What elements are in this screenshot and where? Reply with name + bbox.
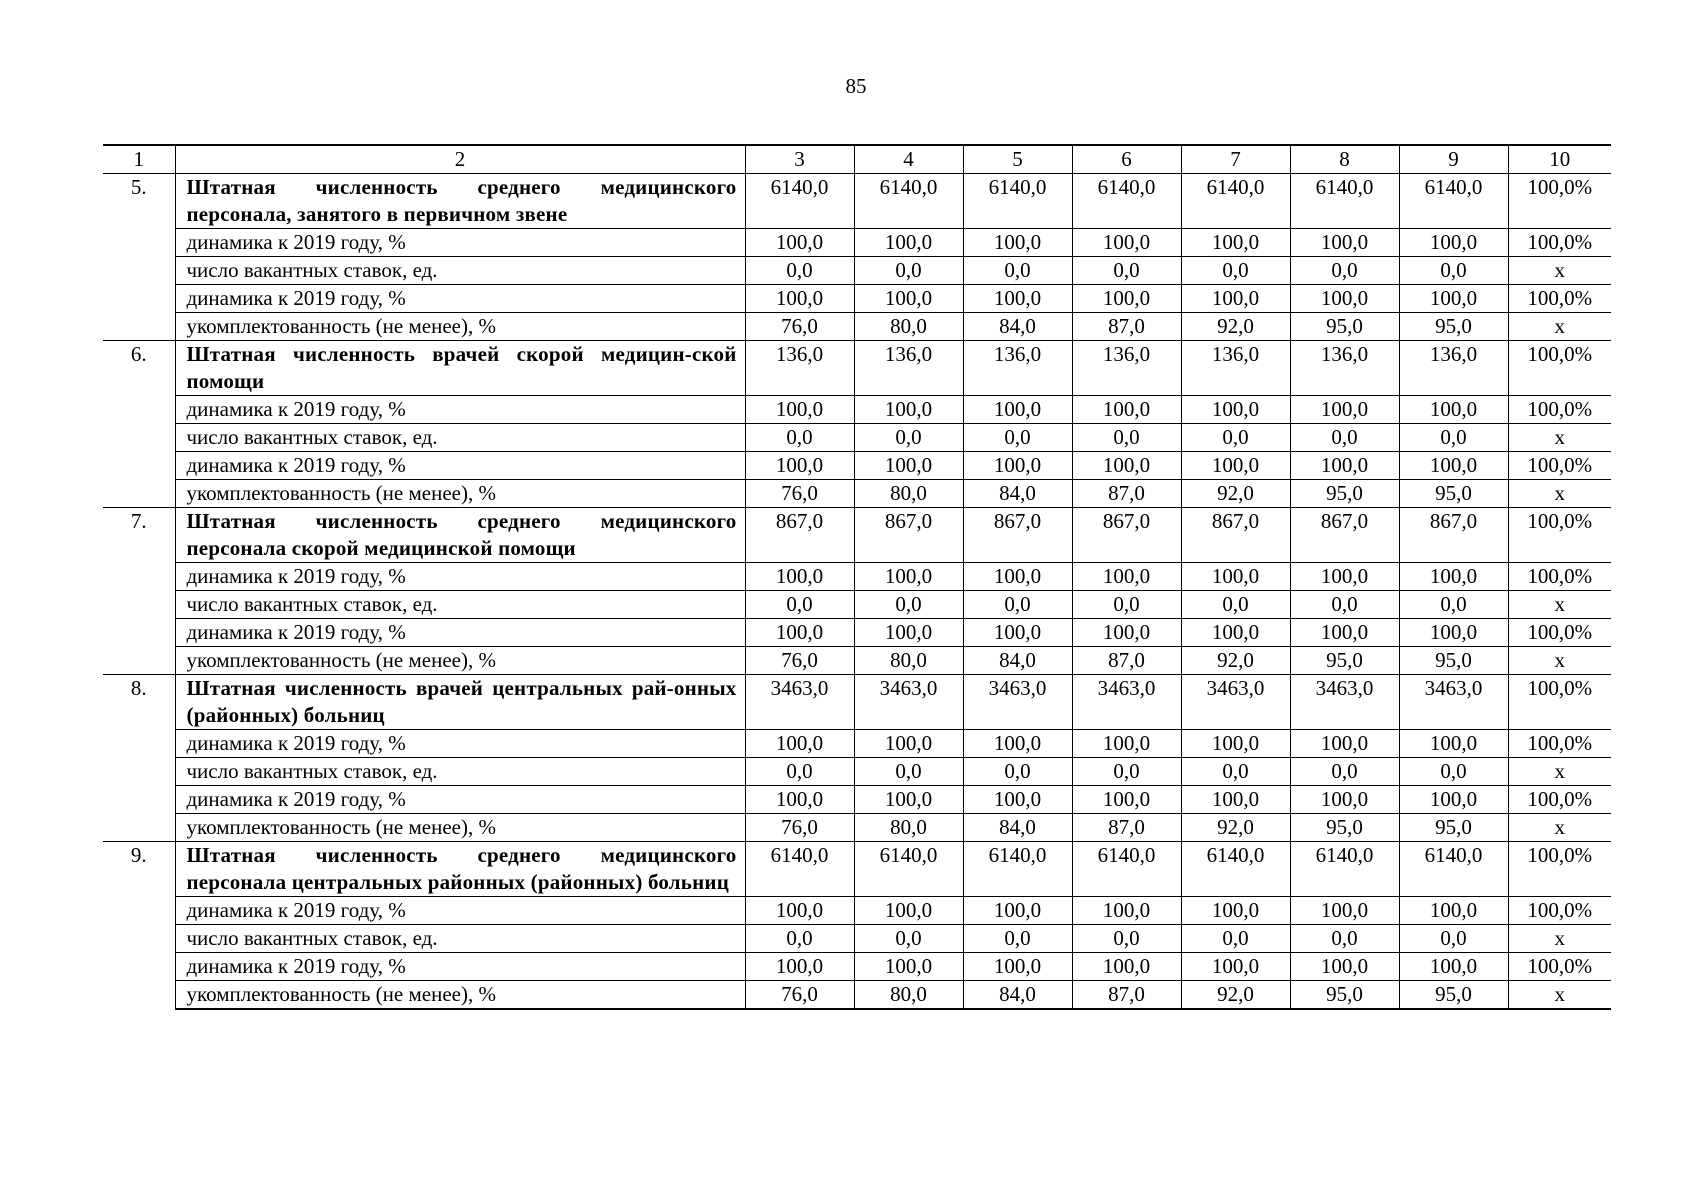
sub-indicator-row xyxy=(103,452,1611,480)
value-cell: 100,0 xyxy=(1072,730,1181,758)
value-cell: 136,0 xyxy=(963,341,1072,396)
sub-indicator-row xyxy=(103,786,1611,814)
value-cell: 95,0 xyxy=(1399,981,1508,1010)
value-cell: 95,0 xyxy=(1399,480,1508,508)
value-cell: 100,0 xyxy=(854,229,963,257)
value-cell: 6140,0 xyxy=(963,174,1072,229)
value-cell: 100,0% xyxy=(1508,341,1611,396)
row-number: 9. xyxy=(103,842,175,1010)
value-cell: 76,0 xyxy=(745,313,854,341)
value-cell: 95,0 xyxy=(1290,647,1399,675)
sub-indicator-label: число вакантных ставок, ед. xyxy=(175,257,745,285)
staffing-table xyxy=(103,144,1611,1010)
value-cell: 100,0 xyxy=(854,452,963,480)
value-cell: 0,0 xyxy=(1399,925,1508,953)
column-header: 4 xyxy=(854,145,963,174)
sub-indicator-label: укомплектованность (не менее), % xyxy=(175,313,745,341)
sub-indicator-row xyxy=(103,730,1611,758)
value-cell: 92,0 xyxy=(1181,647,1290,675)
value-cell: 6140,0 xyxy=(1181,174,1290,229)
value-cell: х xyxy=(1508,313,1611,341)
value-cell: 84,0 xyxy=(963,313,1072,341)
value-cell: 100,0 xyxy=(854,619,963,647)
indicator-title: Штатная численность врачей скорой медицин-ской помощи xyxy=(175,341,745,396)
value-cell: 100,0 xyxy=(963,285,1072,313)
indicator-row xyxy=(103,842,1611,897)
column-header: 2 xyxy=(175,145,745,174)
value-cell: 100,0 xyxy=(1181,786,1290,814)
value-cell: 100,0 xyxy=(1290,897,1399,925)
sub-indicator-row xyxy=(103,563,1611,591)
value-cell: 0,0 xyxy=(1399,591,1508,619)
value-cell: х xyxy=(1508,647,1611,675)
sub-indicator-row xyxy=(103,285,1611,313)
column-header: 7 xyxy=(1181,145,1290,174)
value-cell: 0,0 xyxy=(1072,424,1181,452)
value-cell: 136,0 xyxy=(1399,341,1508,396)
value-cell: 100,0 xyxy=(1290,285,1399,313)
value-cell: 100,0 xyxy=(1072,229,1181,257)
sub-indicator-row xyxy=(103,396,1611,424)
value-cell: 100,0 xyxy=(1181,619,1290,647)
sub-indicator-row xyxy=(103,814,1611,842)
sub-indicator-label: число вакантных ставок, ед. xyxy=(175,424,745,452)
value-cell: 100,0 xyxy=(963,229,1072,257)
value-cell: 100,0 xyxy=(1399,786,1508,814)
value-cell: 100,0 xyxy=(1399,229,1508,257)
value-cell: 84,0 xyxy=(963,981,1072,1010)
value-cell: 92,0 xyxy=(1181,480,1290,508)
value-cell: 6140,0 xyxy=(1181,842,1290,897)
value-cell: 76,0 xyxy=(745,480,854,508)
value-cell: 0,0 xyxy=(854,758,963,786)
indicator-title: Штатная численность среднего медицинского персонала, занятого в первичном звене xyxy=(175,174,745,229)
column-header: 5 xyxy=(963,145,1072,174)
value-cell: 100,0 xyxy=(1290,953,1399,981)
value-cell: 0,0 xyxy=(963,591,1072,619)
value-cell: 100,0 xyxy=(1072,619,1181,647)
value-cell: 100,0 xyxy=(745,619,854,647)
value-cell: 84,0 xyxy=(963,647,1072,675)
sub-indicator-label: число вакантных ставок, ед. xyxy=(175,925,745,953)
value-cell: 100,0 xyxy=(1290,563,1399,591)
indicator-row xyxy=(103,174,1611,229)
value-cell: 0,0 xyxy=(1290,257,1399,285)
value-cell: 100,0 xyxy=(745,396,854,424)
value-cell: 100,0 xyxy=(963,897,1072,925)
value-cell: 136,0 xyxy=(745,341,854,396)
value-cell: 0,0 xyxy=(1181,257,1290,285)
sub-indicator-label: динамика к 2019 году, % xyxy=(175,285,745,313)
sub-indicator-row xyxy=(103,313,1611,341)
value-cell: 100,0% xyxy=(1508,508,1611,563)
value-cell: 0,0 xyxy=(1290,925,1399,953)
value-cell: 0,0 xyxy=(1399,758,1508,786)
value-cell: 87,0 xyxy=(1072,480,1181,508)
value-cell: х xyxy=(1508,480,1611,508)
value-cell: 100,0 xyxy=(1181,396,1290,424)
value-cell: 100,0 xyxy=(854,563,963,591)
value-cell: 0,0 xyxy=(1072,925,1181,953)
value-cell: 100,0 xyxy=(854,396,963,424)
value-cell: 0,0 xyxy=(1072,591,1181,619)
sub-indicator-label: динамика к 2019 году, % xyxy=(175,452,745,480)
value-cell: 100,0 xyxy=(1072,786,1181,814)
value-cell: 95,0 xyxy=(1399,647,1508,675)
value-cell: 100,0 xyxy=(854,730,963,758)
value-cell: 76,0 xyxy=(745,647,854,675)
value-cell: 100,0 xyxy=(963,953,1072,981)
value-cell: 6140,0 xyxy=(1290,842,1399,897)
value-cell: х xyxy=(1508,758,1611,786)
value-cell: 3463,0 xyxy=(1399,675,1508,730)
indicator-title: Штатная численность среднего медицинского персонала скорой медицинской помощи xyxy=(175,508,745,563)
value-cell: 95,0 xyxy=(1290,814,1399,842)
value-cell: 0,0 xyxy=(1181,591,1290,619)
row-number: 6. xyxy=(103,341,175,508)
value-cell: 87,0 xyxy=(1072,313,1181,341)
value-cell: 867,0 xyxy=(963,508,1072,563)
value-cell: 100,0 xyxy=(745,229,854,257)
value-cell: 100,0 xyxy=(963,452,1072,480)
value-cell: 0,0 xyxy=(1399,257,1508,285)
value-cell: 100,0 xyxy=(1399,730,1508,758)
value-cell: 100,0% xyxy=(1508,563,1611,591)
value-cell: 92,0 xyxy=(1181,814,1290,842)
value-cell: 100,0 xyxy=(1072,452,1181,480)
value-cell: 80,0 xyxy=(854,981,963,1010)
value-cell: 0,0 xyxy=(1290,424,1399,452)
value-cell: х xyxy=(1508,925,1611,953)
value-cell: 3463,0 xyxy=(745,675,854,730)
value-cell: 3463,0 xyxy=(1072,675,1181,730)
value-cell: 100,0 xyxy=(1399,285,1508,313)
value-cell: 6140,0 xyxy=(1072,842,1181,897)
value-cell: 100,0% xyxy=(1508,953,1611,981)
value-cell: 100,0 xyxy=(745,730,854,758)
column-header: 8 xyxy=(1290,145,1399,174)
sub-indicator-row xyxy=(103,480,1611,508)
value-cell: 0,0 xyxy=(854,591,963,619)
value-cell: 3463,0 xyxy=(963,675,1072,730)
sub-indicator-label: укомплектованность (не менее), % xyxy=(175,814,745,842)
value-cell: 0,0 xyxy=(745,758,854,786)
value-cell: 6140,0 xyxy=(854,174,963,229)
value-cell: 867,0 xyxy=(1181,508,1290,563)
sub-indicator-label: динамика к 2019 году, % xyxy=(175,786,745,814)
value-cell: 0,0 xyxy=(1290,591,1399,619)
value-cell: х xyxy=(1508,257,1611,285)
sub-indicator-row xyxy=(103,424,1611,452)
value-cell: 0,0 xyxy=(854,925,963,953)
value-cell: 0,0 xyxy=(745,591,854,619)
value-cell: 867,0 xyxy=(1290,508,1399,563)
value-cell: 3463,0 xyxy=(854,675,963,730)
value-cell: 80,0 xyxy=(854,647,963,675)
value-cell: 100,0 xyxy=(1181,285,1290,313)
sub-indicator-row xyxy=(103,229,1611,257)
sub-indicator-label: число вакантных ставок, ед. xyxy=(175,758,745,786)
column-header: 9 xyxy=(1399,145,1508,174)
column-header: 10 xyxy=(1508,145,1611,174)
value-cell: 0,0 xyxy=(1181,424,1290,452)
value-cell: 100,0% xyxy=(1508,285,1611,313)
indicator-title: Штатная численность среднего медицинского персонала центральных районных (районных) больниц xyxy=(175,842,745,897)
sub-indicator-label: динамика к 2019 году, % xyxy=(175,619,745,647)
column-header: 3 xyxy=(745,145,854,174)
value-cell: 100,0 xyxy=(854,786,963,814)
value-cell: 0,0 xyxy=(963,424,1072,452)
value-cell: 100,0% xyxy=(1508,786,1611,814)
value-cell: 867,0 xyxy=(745,508,854,563)
value-cell: 6140,0 xyxy=(1399,842,1508,897)
value-cell: 0,0 xyxy=(745,424,854,452)
value-cell: 80,0 xyxy=(854,480,963,508)
indicator-row xyxy=(103,341,1611,396)
value-cell: 80,0 xyxy=(854,313,963,341)
indicator-row xyxy=(103,675,1611,730)
indicator-title: Штатная численность врачей центральных рай-онных (районных) больниц xyxy=(175,675,745,730)
sub-indicator-label: укомплектованность (не менее), % xyxy=(175,647,745,675)
value-cell: х xyxy=(1508,424,1611,452)
row-number: 8. xyxy=(103,675,175,842)
value-cell: 87,0 xyxy=(1072,814,1181,842)
value-cell: 0,0 xyxy=(745,925,854,953)
value-cell: 100,0 xyxy=(745,786,854,814)
value-cell: 100,0 xyxy=(1290,619,1399,647)
value-cell: 76,0 xyxy=(745,814,854,842)
value-cell: 6140,0 xyxy=(1399,174,1508,229)
value-cell: 100,0 xyxy=(1072,953,1181,981)
value-cell: 84,0 xyxy=(963,814,1072,842)
sub-indicator-row xyxy=(103,647,1611,675)
value-cell: 0,0 xyxy=(963,925,1072,953)
value-cell: 100,0 xyxy=(745,285,854,313)
value-cell: 6140,0 xyxy=(745,842,854,897)
value-cell: 6140,0 xyxy=(1072,174,1181,229)
value-cell: 100,0 xyxy=(1072,897,1181,925)
value-cell: 100,0 xyxy=(1399,563,1508,591)
value-cell: 6140,0 xyxy=(745,174,854,229)
value-cell: 100,0% xyxy=(1508,174,1611,229)
row-number: 5. xyxy=(103,174,175,341)
value-cell: 100,0 xyxy=(1399,953,1508,981)
value-cell: 100,0 xyxy=(1072,563,1181,591)
value-cell: 100,0% xyxy=(1508,675,1611,730)
value-cell: 100,0 xyxy=(1181,953,1290,981)
value-cell: 0,0 xyxy=(1399,424,1508,452)
value-cell: 0,0 xyxy=(854,424,963,452)
value-cell: 95,0 xyxy=(1290,480,1399,508)
value-cell: х xyxy=(1508,814,1611,842)
sub-indicator-label: динамика к 2019 году, % xyxy=(175,953,745,981)
value-cell: 136,0 xyxy=(1181,341,1290,396)
value-cell: 6140,0 xyxy=(854,842,963,897)
value-cell: 100,0 xyxy=(854,285,963,313)
value-cell: 100,0 xyxy=(1399,897,1508,925)
value-cell: 136,0 xyxy=(1290,341,1399,396)
value-cell: 100,0 xyxy=(1399,619,1508,647)
page-number: 85 xyxy=(845,74,867,98)
value-cell: 84,0 xyxy=(963,480,1072,508)
value-cell: 100,0 xyxy=(745,897,854,925)
value-cell: 100,0 xyxy=(1290,229,1399,257)
value-cell: 95,0 xyxy=(1290,981,1399,1010)
sub-indicator-row xyxy=(103,257,1611,285)
value-cell: 6140,0 xyxy=(1290,174,1399,229)
value-cell: 100,0% xyxy=(1508,897,1611,925)
value-cell: 92,0 xyxy=(1181,313,1290,341)
sub-indicator-label: число вакантных ставок, ед. xyxy=(175,591,745,619)
sub-indicator-row xyxy=(103,897,1611,925)
value-cell: 92,0 xyxy=(1181,981,1290,1010)
value-cell: 100,0 xyxy=(963,619,1072,647)
sub-indicator-row xyxy=(103,758,1611,786)
value-cell: 100,0 xyxy=(745,953,854,981)
value-cell: 100,0% xyxy=(1508,396,1611,424)
value-cell: 0,0 xyxy=(963,758,1072,786)
value-cell: 867,0 xyxy=(1072,508,1181,563)
value-cell: 100,0 xyxy=(1181,730,1290,758)
value-cell: 100,0 xyxy=(1181,452,1290,480)
value-cell: 100,0 xyxy=(854,953,963,981)
sub-indicator-row xyxy=(103,925,1611,953)
sub-indicator-label: динамика к 2019 году, % xyxy=(175,730,745,758)
value-cell: 100,0 xyxy=(963,396,1072,424)
value-cell: 100,0 xyxy=(963,563,1072,591)
value-cell: 0,0 xyxy=(1181,925,1290,953)
value-cell: 3463,0 xyxy=(1290,675,1399,730)
value-cell: 136,0 xyxy=(854,341,963,396)
value-cell: 100,0 xyxy=(1072,285,1181,313)
value-cell: 100,0 xyxy=(1290,786,1399,814)
value-cell: х xyxy=(1508,981,1611,1010)
value-cell: 95,0 xyxy=(1399,313,1508,341)
sub-indicator-label: динамика к 2019 году, % xyxy=(175,897,745,925)
value-cell: 100,0 xyxy=(1181,563,1290,591)
value-cell: 100,0% xyxy=(1508,730,1611,758)
value-cell: 6140,0 xyxy=(963,842,1072,897)
value-cell: 100,0% xyxy=(1508,452,1611,480)
value-cell: 87,0 xyxy=(1072,981,1181,1010)
value-cell: 0,0 xyxy=(1072,257,1181,285)
value-cell: 87,0 xyxy=(1072,647,1181,675)
value-cell: 100,0% xyxy=(1508,619,1611,647)
value-cell: 100,0 xyxy=(1181,229,1290,257)
value-cell: 100,0 xyxy=(963,730,1072,758)
value-cell: 100,0 xyxy=(745,452,854,480)
value-cell: 100,0 xyxy=(1290,452,1399,480)
value-cell: 3463,0 xyxy=(1181,675,1290,730)
sub-indicator-label: укомплектованность (не менее), % xyxy=(175,981,745,1010)
value-cell: 80,0 xyxy=(854,814,963,842)
value-cell: 136,0 xyxy=(1072,341,1181,396)
sub-indicator-row xyxy=(103,619,1611,647)
value-cell: 0,0 xyxy=(854,257,963,285)
value-cell: 100,0 xyxy=(854,897,963,925)
sub-indicator-label: динамика к 2019 году, % xyxy=(175,396,745,424)
value-cell: 867,0 xyxy=(854,508,963,563)
value-cell: 100,0 xyxy=(1290,730,1399,758)
value-cell: х xyxy=(1508,591,1611,619)
value-cell: 0,0 xyxy=(963,257,1072,285)
value-cell: 100,0 xyxy=(1072,396,1181,424)
value-cell: 100,0% xyxy=(1508,229,1611,257)
sub-indicator-label: динамика к 2019 году, % xyxy=(175,229,745,257)
value-cell: 100,0 xyxy=(1399,396,1508,424)
value-cell: 95,0 xyxy=(1399,814,1508,842)
value-cell: 0,0 xyxy=(745,257,854,285)
column-header: 6 xyxy=(1072,145,1181,174)
value-cell: 100,0% xyxy=(1508,842,1611,897)
value-cell: 100,0 xyxy=(963,786,1072,814)
indicator-row xyxy=(103,508,1611,563)
sub-indicator-row xyxy=(103,953,1611,981)
value-cell: 100,0 xyxy=(1181,897,1290,925)
value-cell: 100,0 xyxy=(745,563,854,591)
row-number: 7. xyxy=(103,508,175,675)
sub-indicator-label: укомплектованность (не менее), % xyxy=(175,480,745,508)
value-cell: 0,0 xyxy=(1290,758,1399,786)
value-cell: 76,0 xyxy=(745,981,854,1010)
value-cell: 100,0 xyxy=(1290,396,1399,424)
value-cell: 0,0 xyxy=(1072,758,1181,786)
value-cell: 95,0 xyxy=(1290,313,1399,341)
sub-indicator-row xyxy=(103,981,1611,1010)
column-number-header-row xyxy=(103,145,1611,174)
value-cell: 100,0 xyxy=(1399,452,1508,480)
column-header: 1 xyxy=(103,145,175,174)
value-cell: 0,0 xyxy=(1181,758,1290,786)
sub-indicator-label: динамика к 2019 году, % xyxy=(175,563,745,591)
sub-indicator-row xyxy=(103,591,1611,619)
value-cell: 867,0 xyxy=(1399,508,1508,563)
